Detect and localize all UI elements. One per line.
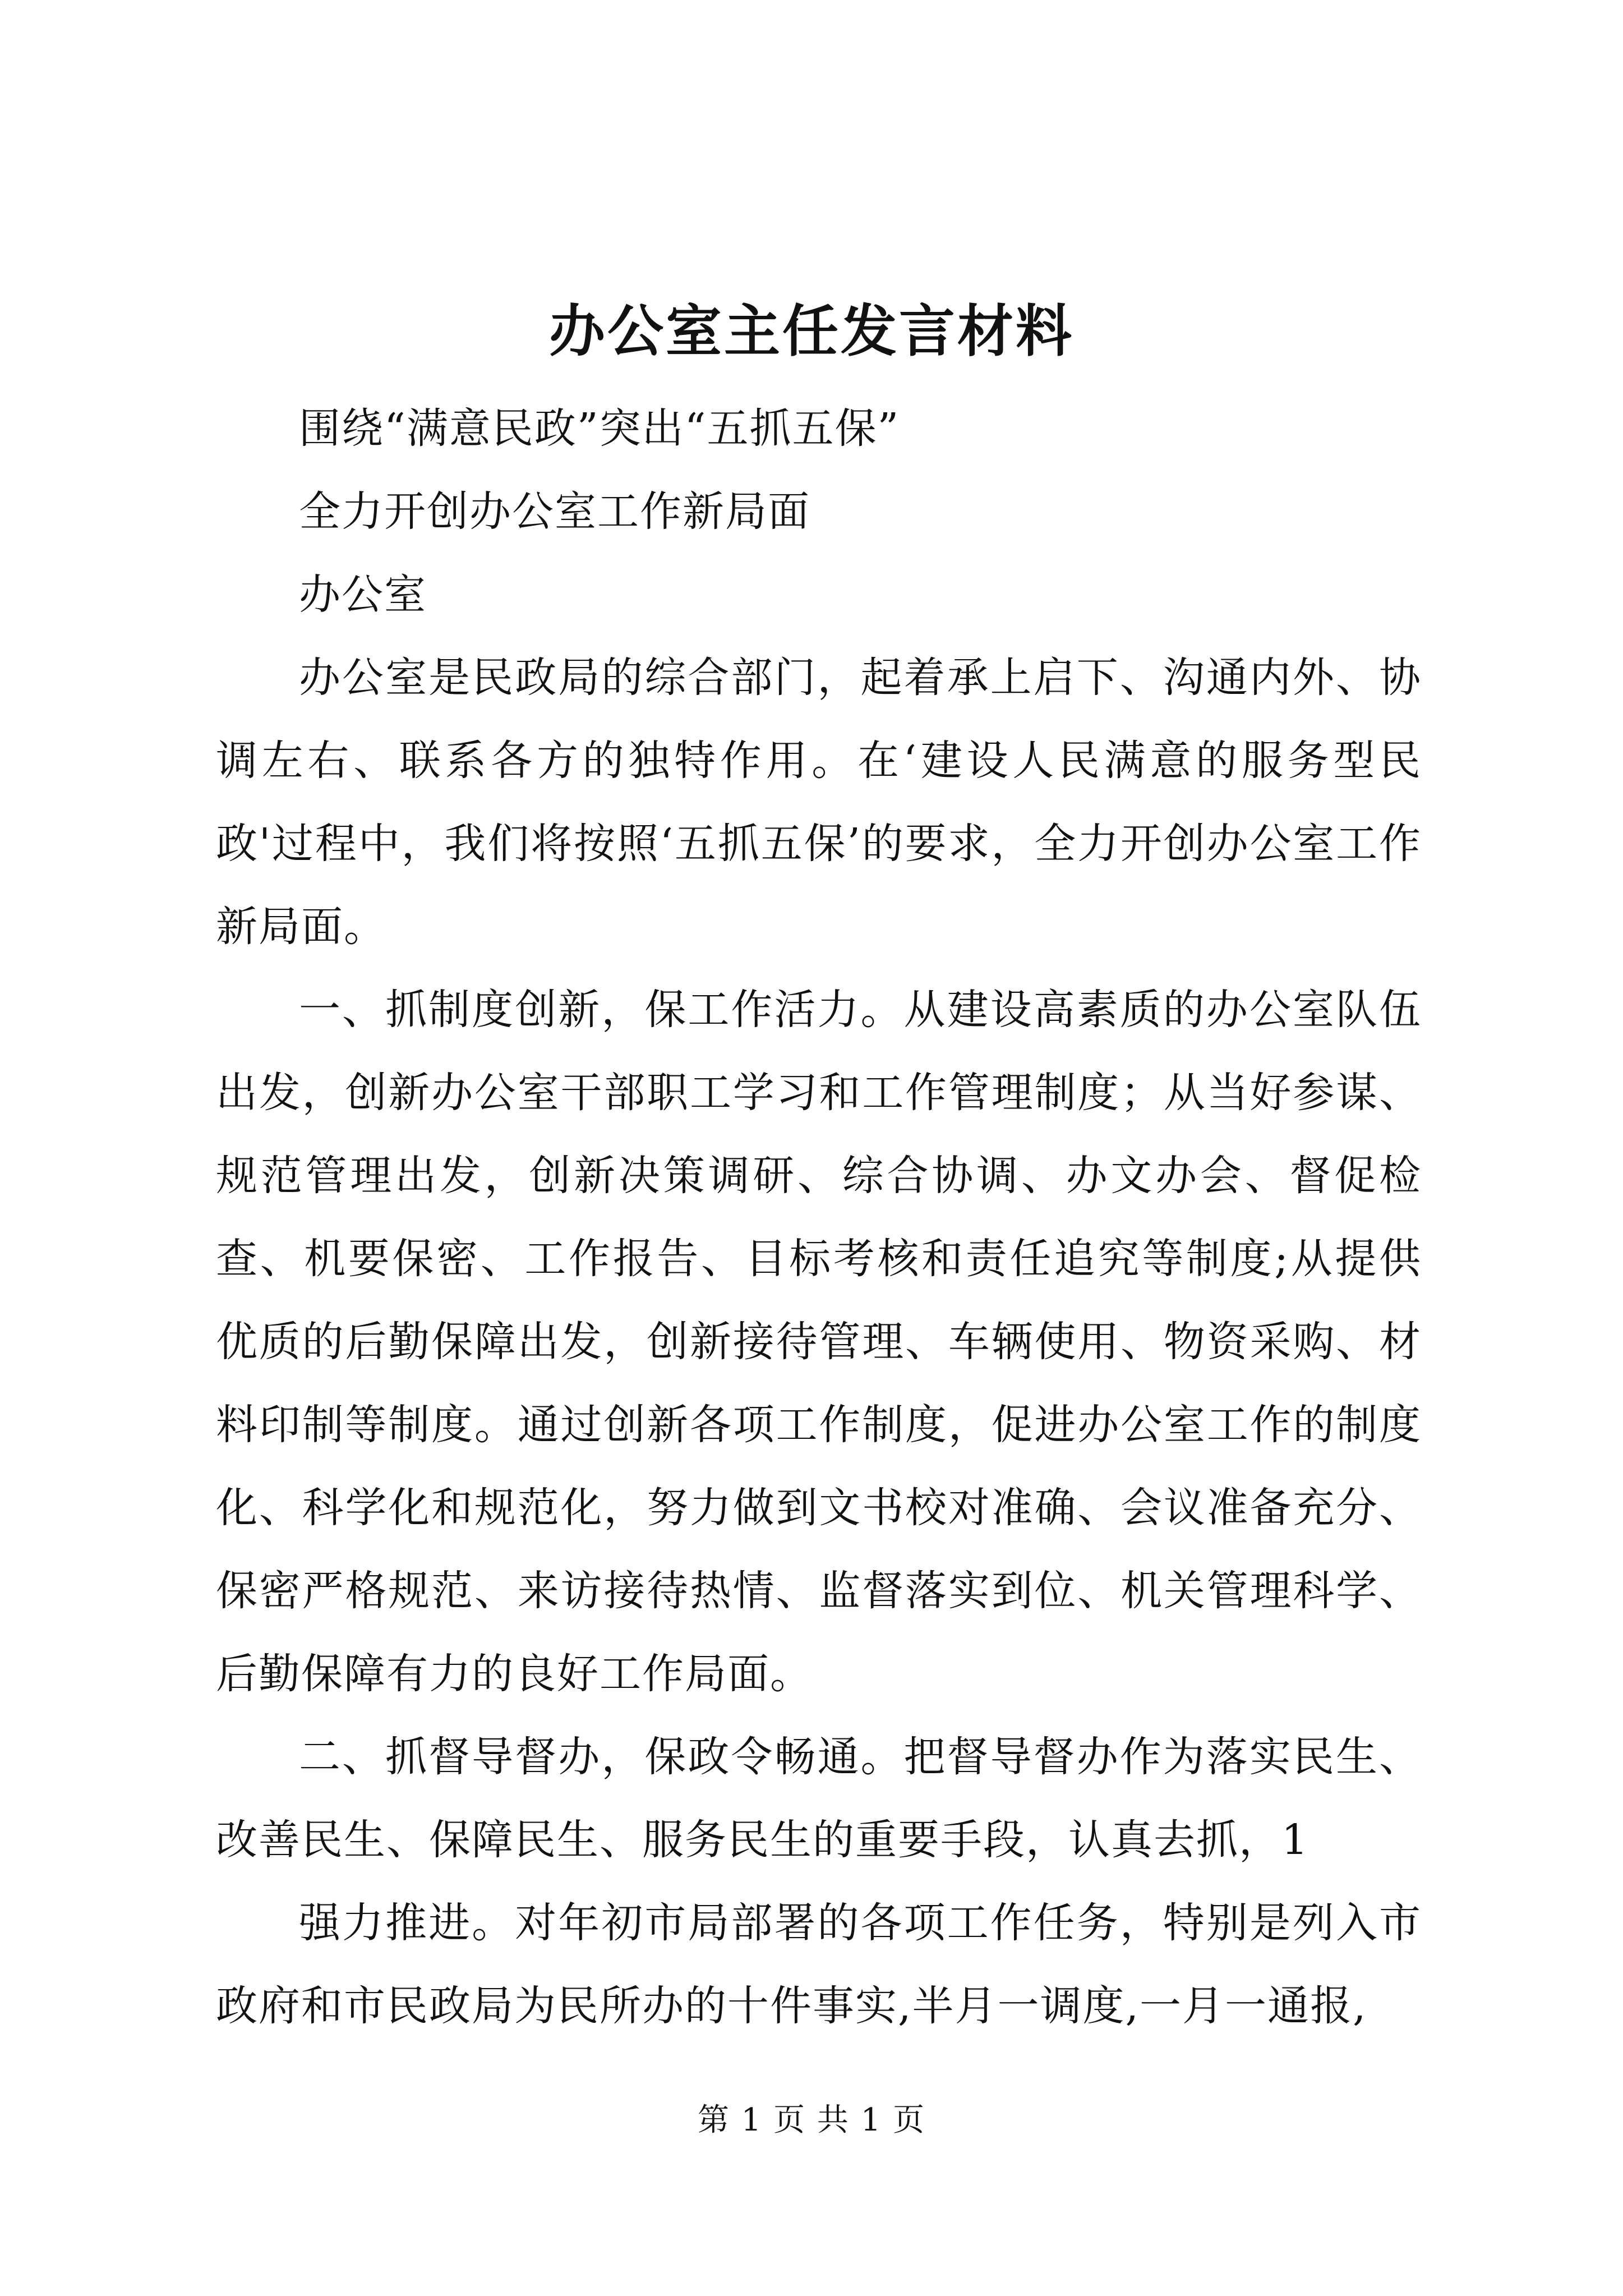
page-number-footer: 第 1 页 共 1 页 [697, 2102, 926, 2138]
document-title: 办公室主任发言材料 [549, 298, 1074, 364]
document-body [216, 387, 1422, 2047]
paragraph-continuation: 强力推进。对年初市局部署的各项工作任务，特别是列入市政府和市民政局为民所办的十件事实,半月一调度,一月一通报, [216, 1899, 1422, 2030]
subtitle-line-2: 全力开创办公室工作新局面 [299, 487, 810, 536]
author-line: 办公室 [299, 570, 427, 619]
paragraph-intro: 办公室是民政局的综合部门，起着承上启下、沟通内外、协调左右、联系各方的独特作用。在‘建设人民满意的服务型民政'过程中，我们将按照‘五抓五保’的要求，全力开创办公室工作新局面。 [216, 654, 1422, 951]
paragraph-section-2: 二、抓督导督办，保政令畅通。把督导督办作为落实民生、改善民生、保障民生、服务民生的重要手段，认真去抓，1 [216, 1733, 1422, 1864]
paragraph-section-1: 一、抓制度创新，保工作活力。从建设高素质的办公室队伍出发，创新办公室干部职工学习和工作管理制度；从当好参谋、规范管理出发，创新决策调研、综合协调、办文办会、督促检查、机要保密、工作报告、目标考核和责任追究等制度;从提供优质的后勤保障出发，创新接待管理、车辆使用、物资采购、材料印制等制度。通过创新各项工作制度，促进办公室工作的制度化、科学化和规范化，努力做到文书校对准确、会议准备充分、保密严格规范、来访接待热情、监督落实到位、机关管理科学、后勤保障有力的良好工作局面。 [216, 986, 1422, 1698]
subtitle-line-1: 围绕“满意民政”突出“五抓五保” [299, 404, 900, 453]
